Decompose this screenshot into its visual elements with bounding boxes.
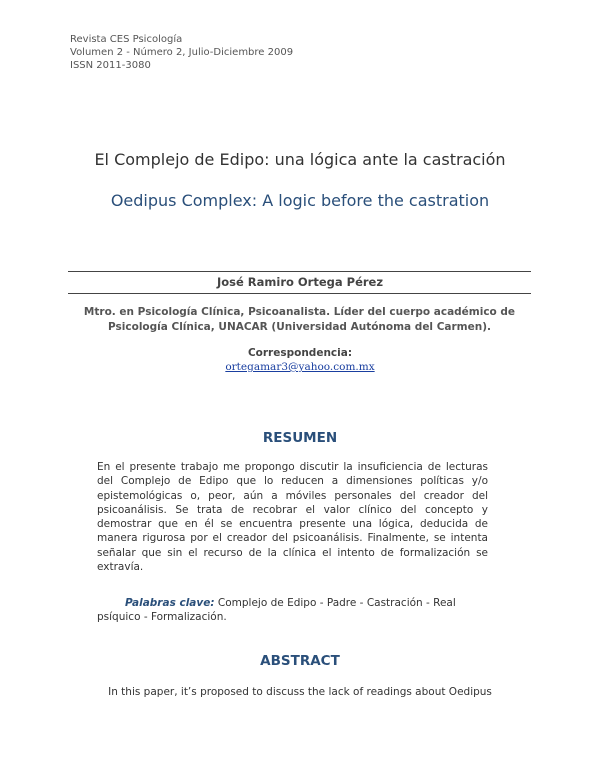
keywords	[97, 596, 488, 625]
correspondence-label: Correspondencia:	[247, 347, 353, 359]
journal-name: Revista CES Psicología	[70, 34, 183, 45]
journal-volume: Volumen 2 - Número 2, Julio-Diciembre 2009	[70, 47, 294, 58]
author-rule-top	[68, 271, 531, 272]
keywords-text: Complejo de Edipo - Padre - Castración - Real psíquico - Formalización.	[97, 597, 456, 624]
resumen-heading: RESUMEN	[262, 430, 338, 446]
abstract-heading: ABSTRACT	[260, 653, 340, 669]
keywords-label: Palabras clave:	[125, 597, 215, 609]
author-rule-bottom	[68, 293, 531, 294]
journal-header	[70, 33, 293, 72]
author-name: José Ramiro Ortega Pérez	[216, 275, 384, 289]
author-affiliation: Mtro. en Psicología Clínica, Psicoanalista. Líder del cuerpo académico de Psicología Clínica, UNACAR (Universidad Autónoma del Carmen).	[83, 306, 516, 333]
journal-issn: ISSN 2011-3080	[70, 60, 151, 71]
correspondence-email-link[interactable]: ortegamar3@yahoo.com.mx	[225, 361, 375, 373]
resumen-body: En el presente trabajo me propongo discutir la insuficiencia de lecturas del Complejo de Edipo que lo reducen a dimensiones políticas y/o epistemológicas o, peor, aún a móviles personales del creador del psicoanálisis. Se trata de recobrar el valor clínico del concepto y demostrar que en él se encuentra presente una lógica, deducida de manera rigurosa por el creador del psicoanálisis. Finalmente, se intenta señalar que sin el recurso de la clínica el intento de formalización se extravía.	[97, 461, 488, 574]
title-english: Oedipus Complex: A logic before the castration	[110, 191, 490, 210]
title-spanish: El Complejo de Edipo: una lógica ante la castración	[94, 150, 506, 169]
abstract-body: In this paper, it’s proposed to discuss the lack of readings about Oedipus	[108, 686, 492, 698]
